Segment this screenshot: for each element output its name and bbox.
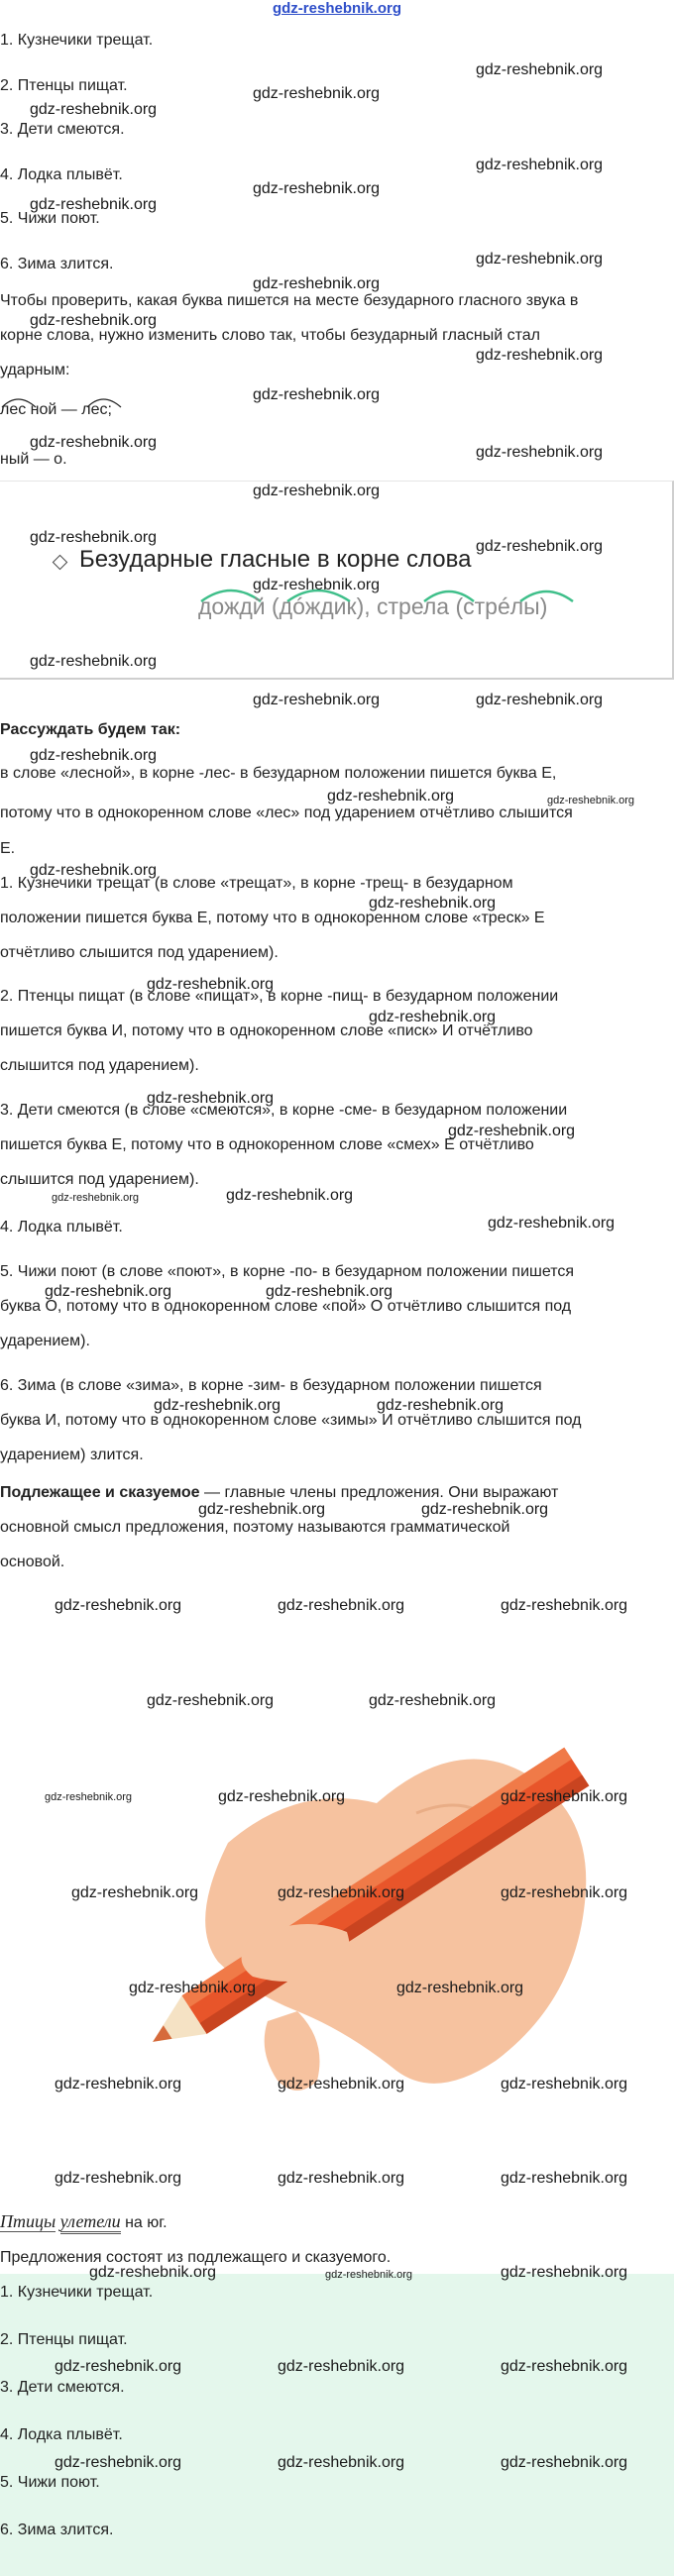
watermark: gdz-reshebnik.org — [147, 1090, 275, 1107]
answer-item-2: 2. Птенцы пищат. — [0, 2331, 128, 2348]
watermark: gdz-reshebnik.org — [226, 1187, 354, 1204]
watermark: gdz-reshebnik.org — [476, 444, 604, 461]
explanation-3-line-3: слышится под ударением). — [0, 1171, 199, 1188]
card-title: Безударные гласные в корне слова — [79, 546, 472, 573]
answer-item-3: 3. Дети смеются. — [0, 2379, 125, 2396]
watermark: gdz-reshebnik.org — [253, 180, 381, 197]
rule-text-4: ный — о. — [0, 451, 67, 468]
rule-text-2: корне слова, нужно изменить слово так, чтобы безударный гласный стал — [0, 327, 540, 344]
definition-line-3: основой. — [0, 1554, 65, 1570]
watermark: gdz-reshebnik.org — [396, 1980, 524, 1996]
reasoning-intro-1: в слове «лесной», в корне -лес- в безударном положении пишется буква Е, — [0, 765, 557, 782]
answer-item-4: 4. Лодка плывёт. — [0, 2426, 123, 2443]
watermark: gdz-reshebnik.org — [325, 2269, 413, 2281]
rule-text-1: Чтобы проверить, какая буква пишется на месте безударного гласного звука в — [0, 292, 579, 309]
watermark: gdz-reshebnik.org — [476, 692, 604, 708]
explanation-5-line-2: буква О, потому что в однокоренном слове «пой» О отчётливо слышится под — [0, 1298, 572, 1315]
watermark: gdz-reshebnik.org — [501, 1788, 628, 1805]
example-sentence — [0, 2211, 168, 2232]
watermark: gdz-reshebnik.org — [253, 85, 381, 102]
watermark: gdz-reshebnik.org — [55, 2170, 182, 2187]
explanation-2-line-1: 2. Птенцы пищат (в слове «пищат», в корне -пищ- в безударном положении — [0, 988, 559, 1005]
answer-item-5: 5. Чижи поют. — [0, 2474, 100, 2491]
explanation-6-line-1: 6. Зима (в слове «зима», в корне -зим- в безударном положении пишется — [0, 1377, 542, 1394]
watermark: gdz-reshebnik.org — [377, 1397, 505, 1414]
top-list-item-6: 6. Зима злится. — [0, 256, 114, 272]
explanation-2-line-2: пишется буква И, потому что в однокоренном слове «писк» И отчётливо — [0, 1022, 533, 1039]
watermark: gdz-reshebnik.org — [30, 747, 158, 764]
watermark: gdz-reshebnik.org — [278, 2454, 405, 2471]
watermark: gdz-reshebnik.org — [476, 157, 604, 173]
watermark: gdz-reshebnik.org — [278, 2358, 405, 2375]
watermark: gdz-reshebnik.org — [501, 2170, 628, 2187]
explanation-5-line-3: ударением). — [0, 1333, 90, 1349]
watermark: gdz-reshebnik.org — [476, 347, 604, 364]
watermark: gdz-reshebnik.org — [501, 2076, 628, 2093]
reasoning-intro-3: Е. — [0, 840, 16, 857]
watermark: gdz-reshebnik.org — [278, 2076, 405, 2093]
site-header-link[interactable]: gdz-reshebnik.org — [272, 0, 401, 17]
watermark: gdz-reshebnik.org — [71, 1884, 199, 1901]
watermark: gdz-reshebnik.org — [369, 1692, 497, 1709]
explanation-1-line-1: 1. Кузнечики трещат (в слове «трещат», в корне -трещ- в безударном — [0, 875, 513, 892]
watermark: gdz-reshebnik.org — [369, 1009, 497, 1025]
watermark: gdz-reshebnik.org — [55, 2454, 182, 2471]
explanation-6-line-3: ударением) злится. — [0, 1447, 144, 1463]
example-predicate: улетели — [60, 2211, 121, 2234]
watermark: gdz-reshebnik.org — [198, 1501, 326, 1518]
watermark: gdz-reshebnik.org — [278, 1597, 405, 1614]
watermark: gdz-reshebnik.org — [30, 101, 158, 118]
watermark: gdz-reshebnik.org — [55, 2358, 182, 2375]
watermark: gdz-reshebnik.org — [55, 1597, 182, 1614]
definition-line-2: основной смысл предложения, поэтому называются грамматической — [0, 1519, 510, 1536]
watermark: gdz-reshebnik.org — [476, 538, 604, 555]
watermark: gdz-reshebnik.org — [218, 1788, 346, 1805]
top-list-item-3: 3. Дети смеются. — [0, 121, 125, 138]
watermark: gdz-reshebnik.org — [154, 1397, 281, 1414]
example-rest: на юг. — [125, 2214, 168, 2231]
watermark: gdz-reshebnik.org — [501, 2358, 628, 2375]
diamond-bullet-icon — [53, 555, 68, 571]
watermark: gdz-reshebnik.org — [30, 196, 158, 213]
watermark: gdz-reshebnik.org — [253, 577, 381, 593]
explanation-1-line-2: положении пишется буква Е, потому что в однокоренном слове «треск» Е — [0, 910, 545, 926]
watermark: gdz-reshebnik.org — [147, 976, 275, 993]
watermark: gdz-reshebnik.org — [488, 1215, 616, 1232]
rule-text-3: ударным: — [0, 362, 70, 378]
example-subject: Птицы — [0, 2211, 56, 2231]
watermark: gdz-reshebnik.org — [369, 895, 497, 912]
watermark: gdz-reshebnik.org — [278, 2170, 405, 2187]
rule-example: лес ной — лес; — [0, 401, 112, 419]
watermark: gdz-reshebnik.org — [476, 251, 604, 268]
explanation-5-line-1: 5. Чижи поют (в слове «поют», в корне -по- в безударном положении пишется — [0, 1263, 575, 1280]
explanation-4-line-1: 4. Лодка плывёт. — [0, 1219, 123, 1235]
watermark: gdz-reshebnik.org — [421, 1501, 549, 1518]
watermark: gdz-reshebnik.org — [266, 1283, 393, 1300]
top-list-item-4: 4. Лодка плывёт. — [0, 166, 123, 183]
definition-term: Подлежащее и сказуемое — [0, 1484, 200, 1501]
watermark: gdz-reshebnik.org — [52, 1192, 140, 1204]
definition-line-1: Подлежащее и сказуемое — главные члены предложения. Они выражают — [0, 1484, 559, 1501]
watermark: gdz-reshebnik.org — [89, 2264, 217, 2281]
watermark: gdz-reshebnik.org — [501, 2454, 628, 2471]
watermark: gdz-reshebnik.org — [30, 653, 158, 670]
answer-section — [0, 2274, 674, 2576]
watermark: gdz-reshebnik.org — [448, 1123, 576, 1139]
card-example: дождй (дóждик), стрела (стрéлы) — [198, 593, 548, 619]
watermark: gdz-reshebnik.org — [253, 483, 381, 499]
explanation-3-line-2: пишется буква Е, потому что в однокоренном слове «смех» Е отчётливо — [0, 1136, 534, 1153]
watermark: gdz-reshebnik.org — [327, 788, 455, 805]
explanation-3-line-1: 3. Дети смеются (в слове «смеются», в корне -сме- в безударном положении — [0, 1102, 568, 1119]
watermark: gdz-reshebnik.org — [253, 386, 381, 403]
watermark: gdz-reshebnik.org — [30, 862, 158, 879]
answer-item-1: 1. Кузнечики трещат. — [0, 2284, 154, 2301]
explanation-6-line-2: буква И, потому что в однокоренном слове «зимы» И отчётливо слышится под — [0, 1412, 582, 1429]
reasoning-heading: Рассуждать будем так: — [0, 721, 181, 738]
watermark: gdz-reshebnik.org — [55, 2076, 182, 2093]
watermark: gdz-reshebnik.org — [45, 1791, 133, 1803]
watermark: gdz-reshebnik.org — [501, 2264, 628, 2281]
watermark: gdz-reshebnik.org — [147, 1692, 275, 1709]
watermark: gdz-reshebnik.org — [30, 434, 158, 451]
watermark: gdz-reshebnik.org — [45, 1283, 172, 1300]
example-note: Предложения состоят из подлежащего и сказуемого. — [0, 2249, 392, 2266]
watermark: gdz-reshebnik.org — [547, 795, 635, 806]
explanation-1-line-3: отчётливо слышится под ударением). — [0, 944, 279, 961]
reasoning-intro-2: потому что в однокоренном слове «лес» под ударением отчётливо слышится — [0, 805, 573, 821]
explanation-2-line-3: слышится под ударением). — [0, 1057, 199, 1074]
top-list-item-1: 1. Кузнечики трещат. — [0, 32, 154, 49]
watermark: gdz-reshebnik.org — [476, 61, 604, 78]
watermark: gdz-reshebnik.org — [129, 1980, 257, 1996]
top-list-item-2: 2. Птенцы пищат. — [0, 77, 128, 94]
watermark: gdz-reshebnik.org — [501, 1884, 628, 1901]
watermark: gdz-reshebnik.org — [30, 529, 158, 546]
top-list-item-5: 5. Чижи поют. — [0, 210, 100, 227]
watermark: gdz-reshebnik.org — [253, 692, 381, 708]
watermark: gdz-reshebnik.org — [30, 312, 158, 329]
watermark: gdz-reshebnik.org — [501, 1597, 628, 1614]
answer-item-6: 6. Зима злится. — [0, 2522, 114, 2538]
watermark: gdz-reshebnik.org — [278, 1884, 405, 1901]
watermark: gdz-reshebnik.org — [253, 275, 381, 292]
